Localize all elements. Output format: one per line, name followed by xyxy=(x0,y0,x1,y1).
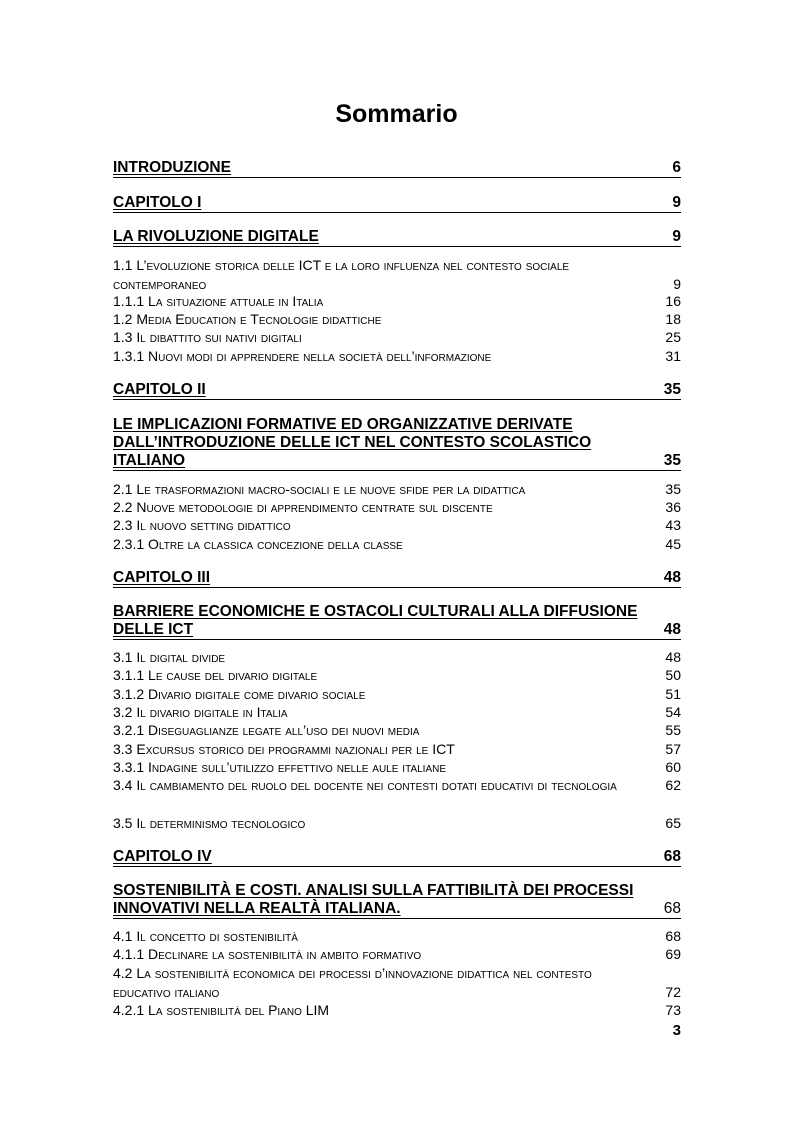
toc-page-number: 48 xyxy=(665,649,681,665)
toc-page-number: 35 xyxy=(663,381,681,398)
toc-page-number: 60 xyxy=(665,759,681,775)
toc-page-number: 16 xyxy=(665,293,681,309)
toc-sub-text: Oltre la classica concezione della classe xyxy=(148,536,403,552)
toc-sub-number: 3.5 xyxy=(113,815,133,831)
toc-sub-number: 3.1.2 xyxy=(113,686,145,702)
toc-sub-text: Declinare la sostenibilità in ambito formativo xyxy=(148,946,422,962)
toc-sub-text: La sostenibilità economica dei processi d’innovazione didattica nel contesto educativo italiano xyxy=(113,965,592,1000)
toc-sub-text: Divario digitale come divario sociale xyxy=(148,686,366,702)
toc-page-number: 68 xyxy=(665,928,681,944)
toc-sub-number: 3.3.1 xyxy=(113,759,145,775)
toc-page-number: 62 xyxy=(665,777,681,793)
toc-page-number: 51 xyxy=(665,686,681,702)
toc-sub-text: Nuove metodologie di apprendimento centrate sul discente xyxy=(136,499,493,515)
toc-sub-entry-3-3-1[interactable] xyxy=(113,758,681,777)
toc-sub-number: 1.3 xyxy=(113,329,133,345)
page-title: Sommario xyxy=(335,100,458,128)
toc-main-title: CAPITOLO IV xyxy=(113,848,212,865)
toc-main-title: CAPITOLO III xyxy=(113,569,211,586)
toc-sub-entry-1-1-1[interactable] xyxy=(113,292,681,311)
toc-sub-entry-3-1-1[interactable] xyxy=(113,666,681,685)
toc-sub-entry-2-2[interactable] xyxy=(113,498,681,517)
toc-sub-entry-3-1-2[interactable] xyxy=(113,685,681,704)
toc-entry-capitolo-3-title[interactable] xyxy=(113,603,681,640)
toc-sub-text: La sostenibilità del Piano LIM xyxy=(148,1002,330,1018)
toc-sub-entry-1-3[interactable] xyxy=(113,328,681,347)
toc-sub-text: Il divario digitale in Italia xyxy=(136,704,288,720)
toc-page-number: 48 xyxy=(663,569,681,586)
toc-page-number: 48 xyxy=(663,621,681,638)
toc-page-number: 55 xyxy=(665,722,681,738)
toc-sub-text: Diseguaglianze legate all’uso dei nuovi media xyxy=(148,722,420,738)
toc-sub-number: 2.3.1 xyxy=(113,536,145,552)
toc-sub-entry-1-1[interactable] xyxy=(113,256,681,293)
toc-entry-capitolo-2-title[interactable] xyxy=(113,416,681,471)
toc-entry-capitolo-1[interactable] xyxy=(113,194,681,213)
toc-page-number: 35 xyxy=(665,481,681,497)
toc-sub-text: Indagine sull’utilizzo effettivo nelle aule italiane xyxy=(148,759,447,775)
toc-sub-number: 4.1 xyxy=(113,928,133,944)
toc-sub-text: Il concetto di sostenibilità xyxy=(136,928,298,944)
toc-sub-number: 4.1.1 xyxy=(113,946,145,962)
toc-main-title: CAPITOLO II xyxy=(113,381,206,398)
toc-sub-number: 2.3 xyxy=(113,517,133,533)
toc-sub-number: 3.2 xyxy=(113,704,133,720)
toc-sub-number: 1.1.1 xyxy=(113,293,145,309)
toc-entry-capitolo-4-title[interactable] xyxy=(113,882,681,919)
toc-sub-entry-3-2[interactable] xyxy=(113,703,681,722)
toc-sub-number: 3.1.1 xyxy=(113,667,145,683)
toc-entry-introduzione[interactable] xyxy=(113,159,681,178)
toc-sub-number: 1.2 xyxy=(113,311,133,327)
toc-main-title: SOSTENIBILITÀ E COSTI. ANALISI SULLA FATTIBILITÀ DEI PROCESSI INNOVATIVI NELLA REALTÀ ITALIANA. xyxy=(113,882,634,917)
toc-sub-entry-4-1-1[interactable] xyxy=(113,945,681,964)
toc-entry-capitolo-2[interactable] xyxy=(113,381,681,400)
toc-page-number: 9 xyxy=(672,228,681,245)
toc-sub-number: 3.4 xyxy=(113,777,133,793)
toc-sub-text: L’evoluzione storica delle ICT e la loro influenza nel contesto sociale contemporaneo xyxy=(113,257,570,292)
toc-sub-text: Il dibattito sui nativi digitali xyxy=(136,329,302,345)
toc-main-title: LA RIVOLUZIONE DIGITALE xyxy=(113,228,319,245)
toc-page-number: 9 xyxy=(673,275,681,292)
toc-sub-text: Il cambiamento del ruolo del docente nei contesti dotati educativi di tecnologia xyxy=(136,777,617,793)
toc-page-number: 36 xyxy=(665,499,681,515)
toc-page-number: 54 xyxy=(665,704,681,720)
toc-sub-entry-3-4[interactable] xyxy=(113,776,681,795)
toc-sub-entry-3-3[interactable] xyxy=(113,740,681,759)
toc-page-number: 43 xyxy=(665,517,681,533)
toc-sub-number: 3.3 xyxy=(113,741,133,757)
toc-sub-text: Le cause del divario digitale xyxy=(148,667,318,683)
toc-page-number: 18 xyxy=(665,311,681,327)
toc-sub-entry-2-1[interactable] xyxy=(113,480,681,499)
toc-sub-entry-4-2[interactable] xyxy=(113,964,681,1001)
toc-page-number: 68 xyxy=(663,900,681,917)
toc-page-number: 6 xyxy=(672,159,681,176)
toc-sub-entry-4-1[interactable] xyxy=(113,927,681,946)
toc-main-title: BARRIERE ECONOMICHE E OSTACOLI CULTURALI ALLA DIFFUSIONE DELLE ICT xyxy=(113,603,638,638)
toc-sub-text: Le trasformazioni macro-sociali e le nuove sfide per la didattica xyxy=(136,481,526,497)
toc-page-number: 72 xyxy=(665,983,681,1000)
toc-entry-capitolo-1-title[interactable] xyxy=(113,228,681,247)
toc-sub-entry-1-2[interactable] xyxy=(113,310,681,329)
toc-page-number: 31 xyxy=(665,348,681,364)
toc-sub-entry-3-5[interactable] xyxy=(113,814,681,833)
toc-sub-text: Nuovi modi di apprendere nella società dell’informazione xyxy=(148,348,492,364)
toc-sub-text: La situazione attuale in Italia xyxy=(148,293,324,309)
toc-sub-entry-3-2-1[interactable] xyxy=(113,721,681,740)
toc-sub-number: 3.1 xyxy=(113,649,133,665)
toc-page-number: 68 xyxy=(663,848,681,865)
toc-sub-text: Media Education e Tecnologie didattiche xyxy=(136,311,382,327)
toc-sub-entry-3-1[interactable] xyxy=(113,648,681,667)
toc-sub-entry-2-3-1[interactable] xyxy=(113,535,681,554)
toc-sub-number: 4.2.1 xyxy=(113,1002,145,1018)
toc-main-title: INTRODUZIONE xyxy=(113,159,231,176)
toc-sub-text: Excursus storico dei programmi nazionali per le ICT xyxy=(136,741,455,757)
toc-page-number: 65 xyxy=(665,815,681,831)
toc-main-title: LE IMPLICAZIONI FORMATIVE ED ORGANIZZATIVE DERIVATE DALL’INTRODUZIONE DELLE ICT NEL CONTESTO SCOLASTICO ITALIANO xyxy=(113,416,592,469)
toc-page-number: 73 xyxy=(665,1002,681,1018)
toc-sub-number: 2.1 xyxy=(113,481,133,497)
toc-sub-entry-4-2-1[interactable] xyxy=(113,1001,681,1020)
toc-sub-text: Il digital divide xyxy=(136,649,226,665)
toc-page-number: 25 xyxy=(665,329,681,345)
toc-sub-entry-1-3-1[interactable] xyxy=(113,347,681,366)
toc-entry-capitolo-4[interactable] xyxy=(113,848,681,867)
toc-page-number: 57 xyxy=(665,741,681,757)
toc-main-title: CAPITOLO I xyxy=(113,194,202,211)
toc-sub-text: Il determinismo tecnologico xyxy=(136,815,306,831)
toc-page-number: 9 xyxy=(672,194,681,211)
toc-sub-number: 3.2.1 xyxy=(113,722,145,738)
toc-sub-number: 1.1 xyxy=(113,257,133,273)
toc-page-number: 50 xyxy=(665,667,681,683)
page-number: 3 xyxy=(672,1022,681,1039)
toc-page-number: 45 xyxy=(665,536,681,552)
toc-sub-number: 4.2 xyxy=(113,965,133,981)
toc-sub-entry-2-3[interactable] xyxy=(113,516,681,535)
toc-sub-number: 1.3.1 xyxy=(113,348,145,364)
toc-sub-text: Il nuovo setting didattico xyxy=(136,517,291,533)
toc-page-number: 35 xyxy=(663,452,681,469)
toc-sub-number: 2.2 xyxy=(113,499,133,515)
toc-page-number: 69 xyxy=(665,946,681,962)
toc-entry-capitolo-3[interactable] xyxy=(113,569,681,588)
